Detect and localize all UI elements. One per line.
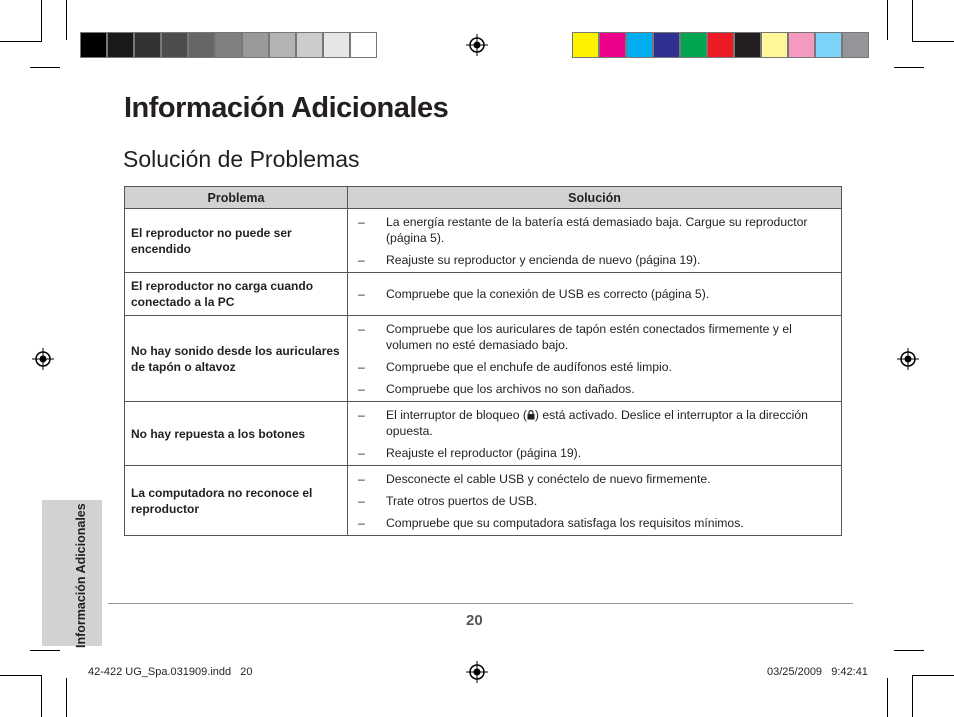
color-swatch <box>215 32 242 58</box>
table-row <box>125 466 842 536</box>
color-swatch <box>269 32 296 58</box>
color-swatch <box>296 32 323 58</box>
color-swatch <box>761 32 788 58</box>
registration-mark-icon <box>466 661 488 683</box>
crop-mark <box>894 67 924 68</box>
table-header-row <box>125 187 842 209</box>
solution-item: – Compruebe que los auriculares de tapón estén conectados firmemente y el volumen no esté demasiado bajo. <box>348 321 835 353</box>
page-number: 20 <box>466 612 483 629</box>
registration-mark-icon <box>32 348 54 370</box>
grayscale-color-bar <box>80 32 377 58</box>
crop-mark <box>66 0 67 40</box>
solution-item: – Compruebe que la conexión de USB es correcto (página 5). <box>348 286 835 302</box>
solution-text: ) está activado. Deslice el interruptor a la dirección opuesta. <box>386 407 808 438</box>
solution-cell <box>348 402 842 466</box>
color-swatch <box>350 32 377 58</box>
crop-mark <box>887 0 888 40</box>
footer-divider <box>108 603 853 604</box>
crop-mark <box>30 650 60 651</box>
column-header-problem: Problema <box>125 187 348 209</box>
crop-mark <box>912 41 954 42</box>
troubleshooting-table <box>124 186 842 536</box>
solution-list <box>348 471 835 531</box>
crop-mark <box>912 675 954 676</box>
color-swatch <box>599 32 626 58</box>
lock-icon <box>527 410 535 420</box>
crop-mark <box>894 650 924 651</box>
problem-cell: El reproductor no carga cuando conectado a la PC <box>125 273 348 316</box>
color-swatch <box>572 32 599 58</box>
solution-cell <box>348 273 842 316</box>
solution-item <box>348 407 835 439</box>
solution-list <box>348 321 835 397</box>
file-slug: 42-422 UG_Spa.031909.indd 20 <box>88 666 253 678</box>
problem-cell: El reproductor no puede ser encendido <box>125 209 348 273</box>
solution-item: – Compruebe que los archivos no son dañados. <box>348 381 835 397</box>
crop-mark <box>912 0 913 42</box>
crop-mark <box>41 0 42 42</box>
problem-cell: La computadora no reconoce el reproductor <box>125 466 348 536</box>
color-swatch <box>680 32 707 58</box>
crop-mark <box>912 675 913 717</box>
solution-cell <box>348 316 842 402</box>
table-row <box>125 316 842 402</box>
table-row <box>125 273 842 316</box>
solution-item: – Reajuste el reproductor (página 19). <box>348 445 835 461</box>
registration-mark-icon <box>897 348 919 370</box>
crop-mark <box>41 675 42 717</box>
color-swatch <box>323 32 350 58</box>
solution-item: – La energía restante de la batería está demasiado baja. Cargue su reproductor (página 5). <box>348 214 835 246</box>
table-row <box>125 402 842 466</box>
problem-cell: No hay sonido desde los auriculares de tapón o altavoz <box>125 316 348 402</box>
solution-item: – Desconecte el cable USB y conéctelo de nuevo firmemente. <box>348 471 835 487</box>
process-color-bar <box>572 32 869 58</box>
color-swatch <box>626 32 653 58</box>
color-swatch <box>80 32 107 58</box>
crop-mark <box>0 675 42 676</box>
color-swatch <box>107 32 134 58</box>
solution-text: El interruptor de bloqueo ( <box>386 407 527 422</box>
page-title: Información Adicionales <box>124 92 449 124</box>
color-swatch <box>815 32 842 58</box>
solution-list <box>348 214 835 268</box>
solution-list <box>348 286 835 302</box>
color-swatch <box>134 32 161 58</box>
solution-item: – Trate otros puertos de USB. <box>348 493 835 509</box>
solution-cell <box>348 209 842 273</box>
color-swatch <box>188 32 215 58</box>
solution-cell <box>348 466 842 536</box>
color-swatch <box>788 32 815 58</box>
column-header-solution: Solución <box>348 187 842 209</box>
color-swatch <box>734 32 761 58</box>
solution-item: – Compruebe que su computadora satisfaga los requisitos mínimos. <box>348 515 835 531</box>
registration-mark-icon <box>466 34 488 56</box>
color-swatch <box>161 32 188 58</box>
table-row <box>125 209 842 273</box>
side-tab-label: Información Adicionales <box>74 503 88 648</box>
solution-list <box>348 407 835 461</box>
section-side-tab <box>42 500 102 646</box>
color-swatch <box>842 32 869 58</box>
color-swatch <box>653 32 680 58</box>
crop-mark <box>0 41 42 42</box>
crop-mark <box>30 67 60 68</box>
color-swatch <box>707 32 734 58</box>
solution-item: – Reajuste su reproductor y encienda de nuevo (página 19). <box>348 252 835 268</box>
problem-cell: No hay repuesta a los botones <box>125 402 348 466</box>
crop-mark <box>887 678 888 717</box>
crop-mark <box>66 678 67 717</box>
color-swatch <box>242 32 269 58</box>
section-title: Solución de Problemas <box>123 146 360 172</box>
date-slug: 03/25/2009 9:42:41 <box>767 666 868 678</box>
solution-item: – Compruebe que el enchufe de audífonos esté limpio. <box>348 359 835 375</box>
